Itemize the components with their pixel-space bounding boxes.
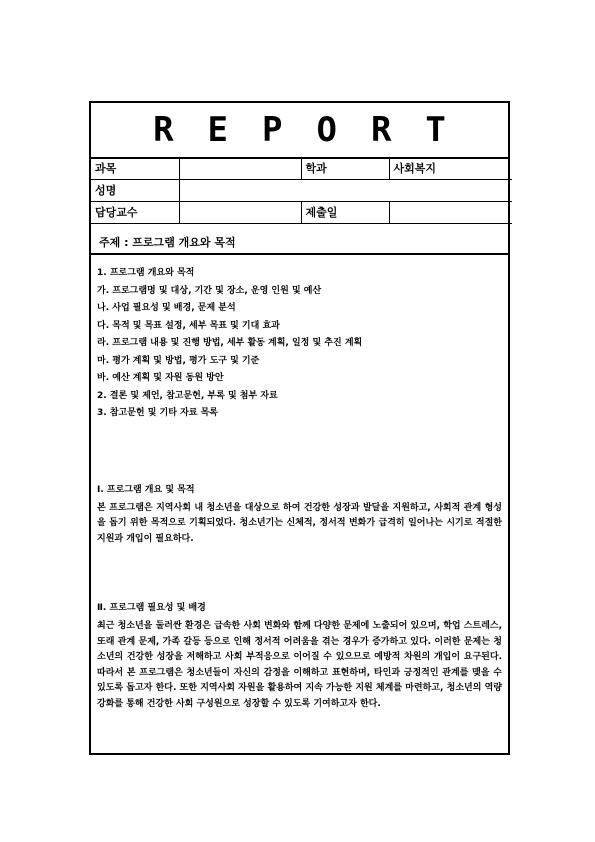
intro-line: 3. 참고문헌 및 기타 자료 목록: [97, 408, 218, 418]
intro-line: 가. 프로그램명 및 대상, 기간 및 장소, 운영 인원 및 예산: [97, 285, 322, 296]
intro-line: 1. 프로그램 개요와 목적: [97, 268, 195, 278]
section1-heading: Ⅰ. 프로그램 개요 및 목적: [97, 484, 195, 495]
intro-line: 마. 평가 계획 및 방법, 평가 도구 및 기준: [97, 355, 260, 366]
name-label: 성명: [91, 179, 179, 201]
report-title: [91, 103, 508, 159]
intro-line: 라. 프로그램 내용 및 진행 방법, 세부 활동 계획, 일정 및 추진 계획: [97, 338, 363, 348]
section2-text: 최근 청소년을 둘러싼 환경은 급속한 사회 변화와 함께 다양한 문제에 노출되어 있으며, 학업 스트레스, 또래 관계 문제, 가족 갈등 등으로 인해 정서적 어려움을 겪는 경우가 증가하고 있다. 이러한 문제는 청소년의 건강한 성장을 저해하고 사회 부적응으로 이어질 수 있으므로 예방적 차원의 개입이 요구된다. 따라서 본 프로그램은 청소년들이 자신의 감정을 이해하고 표현하며, 타인과 긍정적인 관계를 맺을 수 있도록 돕고자 한다. 또한 지역사회 자원을 활용하여 지속 가능한 지원 체계를 마련하고, 청소년의 역량 강화를 통해 건강한 사회 구성원으로 성장할 수 있도록 기여하고자 한다.: [97, 621, 502, 709]
section2-heading: Ⅱ. 프로그램 필요성 및 배경: [97, 603, 206, 613]
subject-value: [179, 157, 301, 179]
date-label: 제출일: [301, 201, 389, 223]
name-value: [179, 179, 512, 201]
intro-line: 바. 예산 계획 및 자원 동원 방안: [97, 373, 224, 383]
report-body: [97, 265, 502, 747]
professor-label: 담당교수: [91, 201, 179, 223]
major-label: 학과: [301, 157, 389, 179]
report-page: [89, 101, 510, 755]
report-title-text: REPORT: [153, 110, 480, 150]
section1-text: 본 프로그램은 지역사회 내 청소년을 대상으로 하여 건강한 성장과 발달을 지원하고, 사회적 관계 형성을 돕기 위한 목적으로 기획되었다. 청소년기는 신체적, 정서적 변화가 급격히 일어나는 시기로 적절한 지원과 개입이 필요하다.: [97, 502, 502, 544]
subject-label: 과목: [91, 157, 179, 179]
info-table: [91, 157, 512, 224]
professor-value: [179, 201, 301, 223]
intro-line: 나. 사업 필요성 및 배경, 문제 분석: [97, 303, 236, 313]
date-value: [389, 201, 512, 223]
intro-line: 다. 목적 및 목표 설정, 세부 목표 및 기대 효과: [97, 320, 280, 331]
intro-list: [97, 265, 502, 423]
topic-line: 주제 : 프로그램 개요와 목적: [91, 229, 508, 255]
intro-line: 2. 결론 및 제언, 참고문헌, 부록 및 첨부 자료: [97, 390, 278, 401]
major-value: 사회복지: [389, 157, 512, 179]
